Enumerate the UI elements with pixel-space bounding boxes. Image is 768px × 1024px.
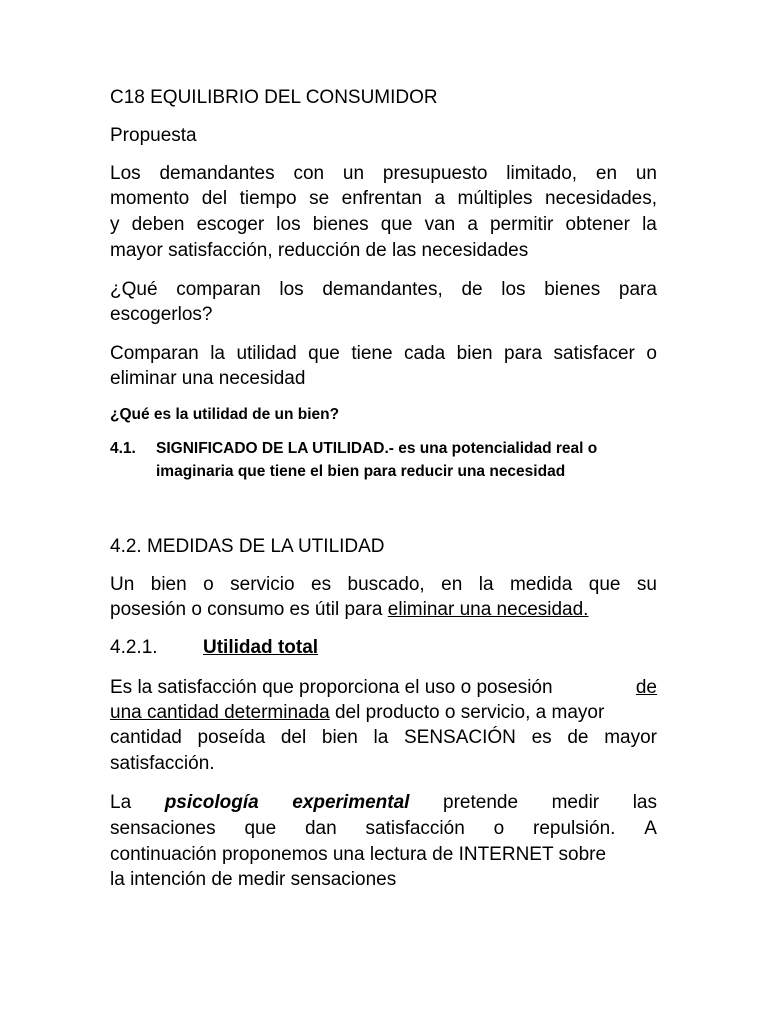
word: de xyxy=(461,279,483,300)
psicologia-word: psicología xyxy=(164,792,259,813)
word: A xyxy=(644,818,657,839)
word: del xyxy=(201,188,228,209)
word: limitado, xyxy=(506,163,578,184)
word: bienes xyxy=(312,214,369,235)
section421-p2-line4: la intención de medir sensaciones xyxy=(110,869,397,890)
section42-line2-text: posesión o consumo es útil para xyxy=(110,599,388,620)
word: los xyxy=(279,279,304,300)
word: obtener xyxy=(565,214,630,235)
word: o xyxy=(493,818,505,839)
word: Comparan xyxy=(110,343,199,364)
word: un xyxy=(635,163,657,184)
word: que xyxy=(380,214,413,235)
section421-number: 4.2.1. xyxy=(110,637,158,658)
word: con xyxy=(293,163,325,184)
section42-line2 xyxy=(110,597,588,622)
word: bien xyxy=(321,727,358,748)
section421-p1-line2 xyxy=(110,700,604,725)
para1-line4: mayor satisfacción, reducción de las necesidades xyxy=(110,240,529,261)
word: su xyxy=(636,574,657,595)
word: se xyxy=(309,188,330,209)
word: medir xyxy=(551,792,600,813)
answer1-line2: eliminar una necesidad xyxy=(110,368,306,389)
word: de xyxy=(567,727,589,748)
word: la xyxy=(642,214,657,235)
word: dan xyxy=(304,818,337,839)
la-word: La xyxy=(110,792,132,813)
para1-line1 xyxy=(110,161,657,186)
word: la xyxy=(373,727,389,748)
word: los xyxy=(276,214,301,235)
p1-line2-underlined: una cantidad determinada xyxy=(110,702,330,723)
section42-line1 xyxy=(110,572,657,597)
word: poseída xyxy=(197,727,266,748)
section41-number: 4.1. xyxy=(110,440,136,457)
word: medida xyxy=(509,574,573,595)
word: a xyxy=(434,188,446,209)
word: cantidad xyxy=(110,727,182,748)
word: del xyxy=(280,727,307,748)
p1-line2-text: del producto o servicio, a mayor xyxy=(329,702,605,723)
word: Los xyxy=(110,163,141,184)
section421-p2-line2 xyxy=(110,816,657,841)
word: pretende xyxy=(443,792,519,813)
question1-line2: escogerlos? xyxy=(110,304,213,325)
section421-title: Utilidad total xyxy=(203,637,319,658)
section41-line1: SIGNIFICADO DE LA UTILIDAD.- es una potencialidad real o xyxy=(156,440,598,457)
word: enfrentan xyxy=(341,188,422,209)
word: para xyxy=(504,343,543,364)
section421-p1-line3 xyxy=(110,725,657,750)
word: bien xyxy=(456,343,493,364)
section421-p1-line1 xyxy=(110,675,657,700)
word: presupuesto xyxy=(382,163,488,184)
word: necesidades, xyxy=(545,188,657,209)
word: en xyxy=(595,163,618,184)
document-heading: C18 EQUILIBRIO DEL CONSUMIDOR xyxy=(110,87,438,108)
word: Un xyxy=(110,574,135,595)
section41-line2: imaginaria que tiene el bien para reducir una necesidad xyxy=(156,463,566,480)
word: a xyxy=(467,214,478,235)
word: deben xyxy=(131,214,185,235)
word: es xyxy=(311,574,332,595)
p1-line1-underlined: de xyxy=(635,677,657,698)
word: la xyxy=(210,343,225,364)
para1-line2 xyxy=(110,186,657,211)
word: bienes xyxy=(544,279,601,300)
subheading: Propuesta xyxy=(110,125,197,146)
question2: ¿Qué es la utilidad de un bien? xyxy=(110,406,340,423)
word: cada xyxy=(403,343,446,364)
word: van xyxy=(424,214,456,235)
word: es xyxy=(531,727,552,748)
word: servicio xyxy=(230,574,295,595)
eliminar-necesidad-text: eliminar una necesidad. xyxy=(387,599,589,620)
word: que xyxy=(588,574,621,595)
word: satisfacción xyxy=(365,818,465,839)
answer1-line1 xyxy=(110,341,657,366)
word: repulsión. xyxy=(533,818,616,839)
section42-heading: 4.2. MEDIDAS DE LA UTILIDAD xyxy=(110,536,385,557)
word: buscado, xyxy=(347,574,425,595)
word: tiempo xyxy=(239,188,297,209)
section421-p2-line3: continuación proponemos una lectura de INTERNET sobre xyxy=(110,844,607,865)
section421-p2-line1 xyxy=(110,790,657,815)
word: tiene xyxy=(351,343,393,364)
experimental-word: experimental xyxy=(292,792,410,813)
word: las xyxy=(632,792,657,813)
word: o xyxy=(203,574,214,595)
word: la xyxy=(478,574,494,595)
para1-line3 xyxy=(110,212,657,237)
p1-line1-text: Es la satisfacción que proporciona el uso o posesión xyxy=(110,677,553,698)
word: bien xyxy=(150,574,187,595)
word: sensaciones xyxy=(110,818,216,839)
question1-line1 xyxy=(110,277,657,302)
word: un xyxy=(342,163,365,184)
word: SENSACIÓN xyxy=(403,727,516,748)
word: comparan xyxy=(176,279,261,300)
word: y xyxy=(110,214,120,235)
word: demandantes, xyxy=(322,279,443,300)
word: satisfacer xyxy=(553,343,635,364)
word: para xyxy=(618,279,657,300)
word: que xyxy=(308,343,340,364)
word: en xyxy=(441,574,463,595)
word: utilidad xyxy=(236,343,297,364)
word: mayor xyxy=(604,727,657,748)
word: o xyxy=(646,343,657,364)
word: múltiples xyxy=(457,188,533,209)
word: que xyxy=(244,818,277,839)
word: permitir xyxy=(490,214,554,235)
word: ¿Qué xyxy=(110,279,158,300)
word: escoger xyxy=(196,214,265,235)
section421-p1-line4: satisfacción. xyxy=(110,753,215,774)
word: momento xyxy=(110,188,190,209)
word: demandantes xyxy=(159,163,275,184)
word: los xyxy=(501,279,526,300)
